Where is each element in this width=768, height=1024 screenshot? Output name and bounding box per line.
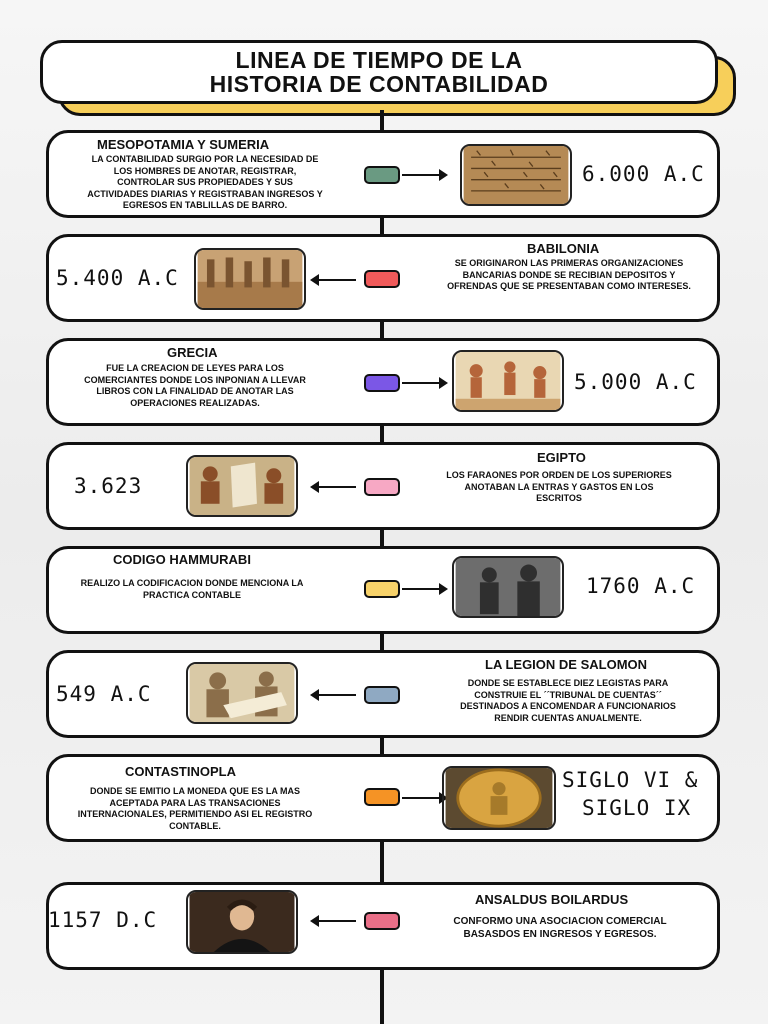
timeline-node xyxy=(364,478,400,496)
event-year: 549 A.C xyxy=(56,682,152,706)
arrow-right-icon xyxy=(402,797,446,799)
babylon-ruins-image xyxy=(194,248,306,310)
event-year: 1157 D.C xyxy=(48,908,158,932)
event-title: CODIGO HAMMURABI xyxy=(113,552,251,567)
timeline-node xyxy=(364,374,400,392)
arrow-right-icon xyxy=(402,588,446,590)
page-title-line-2: HISTORIA DE CONTABILIDAD xyxy=(209,71,549,97)
event-title: LA LEGION DE SALOMON xyxy=(485,657,648,672)
event-description: SE ORIGINARON LAS PRIMERAS ORGANIZACIONES BANCARIAS DONDE SE RECIBIAN DEPOSITOS Y OFRENDAS QUE SE PRESENTABAN COMO INTERESES. xyxy=(447,258,691,291)
event-year: 1760 A.C xyxy=(586,574,696,598)
event-year-line-2: SIGLO IX xyxy=(582,796,692,820)
clay-tablet-image xyxy=(460,144,572,206)
arrow-right-icon xyxy=(402,174,446,176)
timeline-node xyxy=(364,580,400,598)
event-year: 5.400 A.C xyxy=(56,266,179,290)
timeline-node xyxy=(364,788,400,806)
arrow-left-icon xyxy=(312,920,356,922)
solomon-scholars-image xyxy=(186,662,298,724)
event-description: DONDE SE EMITIO LA MONEDA QUE ES LA MAS ACEPTADA PARA LAS TRANSACIONES INTERNACIONALES, PERMITIENDO ASI EL REGISTRO CONTABLE. xyxy=(77,786,313,831)
egyptian-scribes-image xyxy=(186,455,298,517)
timeline-node xyxy=(364,270,400,288)
event-title: MESOPOTAMIA Y SUMERIA xyxy=(97,137,270,152)
timeline-node xyxy=(364,166,400,184)
timeline-node xyxy=(364,686,400,704)
title-banner xyxy=(40,40,718,104)
event-year-line-1: SIGLO VI & xyxy=(562,768,699,792)
event-year: 5.000 A.C xyxy=(574,370,697,394)
arrow-left-icon xyxy=(312,694,356,696)
arrow-left-icon xyxy=(312,279,356,281)
event-title: BABILONIA xyxy=(527,241,600,256)
event-title: GRECIA xyxy=(167,345,218,360)
event-title: EGIPTO xyxy=(537,450,586,465)
event-description: LA CONTABILIDAD SURGIO POR LA NECESIDAD DE LOS HOMBRES DE ANOTAR, REGISTRAR, CONTROLAR SUS PROPIEDADES Y SUS ACTIVIDADES DIARIAS Y REGISTRABAN INGRESOS Y EGRESOS EN TABLILLAS DE BARRO. xyxy=(87,154,323,210)
portrait-image xyxy=(186,890,298,954)
event-title: ANSALDUS BOILARDUS xyxy=(475,892,629,907)
event-description: CONFORMO UNA ASOCIACION COMERCIAL BASASDOS EN INGRESOS Y EGRESOS. xyxy=(453,916,667,940)
event-description: FUE LA CREACION DE LEYES PARA LOS COMERCIANTES DONDE LOS INPONIAN A LLEVAR LIBROS CON LA FINALIDAD DE ANOTAR LAS OPERACIONES REALIZADAS. xyxy=(84,363,306,408)
event-title: CONTASTINOPLA xyxy=(125,764,236,779)
event-year: 6.000 A.C xyxy=(582,162,705,186)
event-description: REALIZO LA CODIFICACION DONDE MENCIONA LA PRACTICA CONTABLE xyxy=(80,578,304,600)
greek-merchants-image xyxy=(452,350,564,412)
event-description: DONDE SE ESTABLECE DIEZ LEGISTAS PARA CONSTRUIE EL ´´TRIBUNAL DE CUENTAS´´ DESTINADOS A ENCOMENDAR A FUNCIONARIOS RENDIR CUENTAS ANUALMENTE. xyxy=(460,678,676,723)
timeline-node xyxy=(364,912,400,930)
arrow-left-icon xyxy=(312,486,356,488)
event-description: LOS FARAONES POR ORDEN DE LOS SUPERIORES ANOTABAN LA ENTRAS Y GASTOS EN LOS ESCRITOS xyxy=(446,470,672,503)
arrow-right-icon xyxy=(402,382,446,384)
page-title-line-1: LINEA DE TIEMPO DE LA xyxy=(235,47,523,73)
gold-coin-image xyxy=(442,766,556,830)
hammurabi-stele-image xyxy=(452,556,564,618)
event-year: 3.623 xyxy=(74,474,143,498)
